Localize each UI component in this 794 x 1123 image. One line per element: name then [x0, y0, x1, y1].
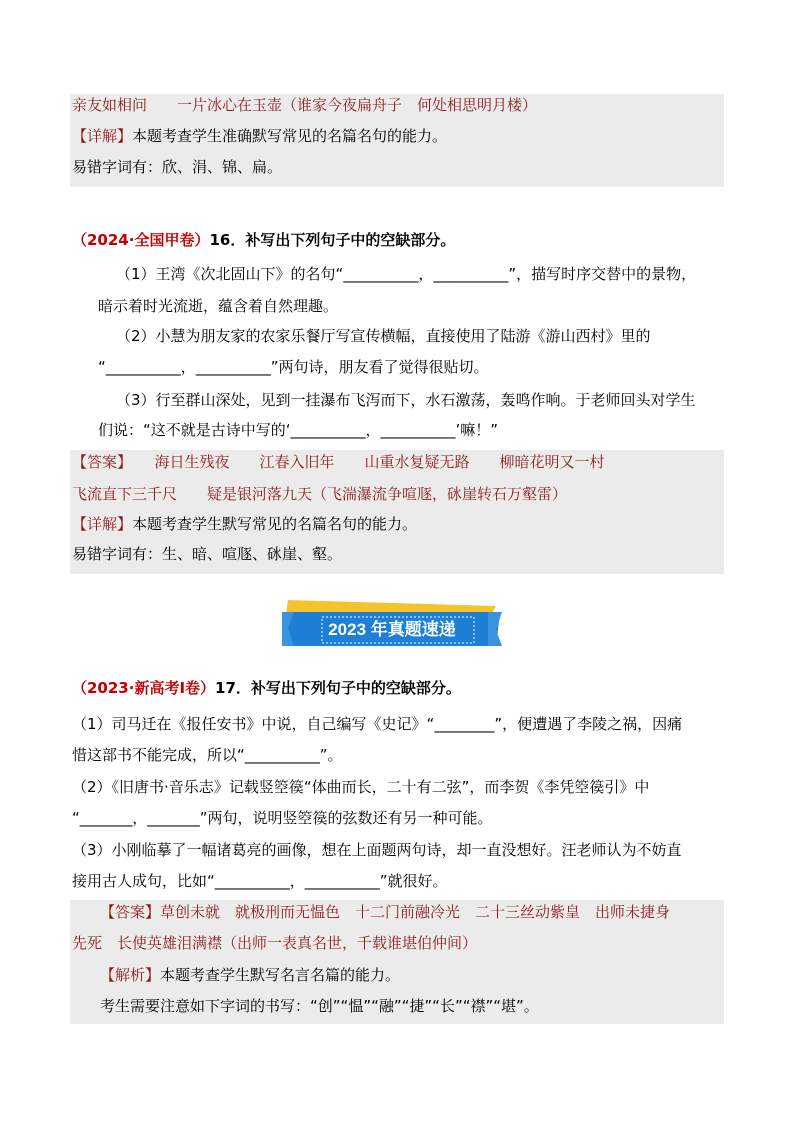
q17-part1-line1: （1）司马迁在《报任安书》中说，自己编写《史记》“________”，便遭遇了李陵之祸，因痛 — [72, 715, 683, 733]
question-source: （2024·全国甲卷） — [72, 231, 210, 249]
q17-analysis-line — [100, 965, 400, 985]
q16-part2-line1: （2）小慧为朋友家的农家乐餐厅写宣传横幅，直接使用了陆游《游山西村》里的 — [116, 327, 651, 345]
question-16-header — [72, 230, 455, 250]
q17-part1-line2: 惜这部书不能完成，所以“__________”。 — [72, 746, 343, 764]
q16-part1-line1: （1）王湾《次北固山下》的名句“__________，__________”，描写时序交替中的景物， — [116, 265, 697, 283]
analysis-tag: 【解析】 — [100, 966, 161, 984]
q16-answer-line2: 飞流直下三千尺 疑是银河落九天（飞湍瀑流争喧豗，砯崖转石万壑雷） — [72, 485, 568, 503]
q16-part1-line2: 暗示着时光流逝，蕴含着自然理趣。 — [98, 297, 339, 315]
analysis-text: 本题考查学生默写名言名篇的能力。 — [160, 966, 401, 984]
detail-text: 本题考查学生默写常见的名篇名句的能力。 — [132, 515, 418, 533]
banner-title: 2023 年真题速递 — [328, 620, 456, 639]
q17-part3-line1: （3）小刚临摹了一幅诸葛亮的画像，想在上面题两句诗，却一直没想好。汪老师认为不妨直 — [72, 841, 682, 859]
error-words: 易错字词有：欣、涓、锦、扁。 — [72, 158, 283, 176]
answer-text: 草创未就 就极刑而无愠色 十二门前融冷光 二十三丝动紫皇 出师未捷身 — [160, 903, 671, 921]
question-title: 17．补写出下列句子中的空缺部分。 — [215, 679, 461, 697]
q16-answer-line1 — [72, 452, 605, 472]
question-source: （2023·新高考Ⅰ卷） — [72, 679, 216, 697]
answer-tag: 【答案】 — [100, 903, 161, 921]
q17-part2-line1: （2）《旧唐书·音乐志》记载竖箜篌“体曲而长，二十有二弦”，而李贺《李凭箜篌引》中 — [72, 778, 650, 796]
section-banner — [282, 598, 502, 646]
q17-part3-line2: 接用古人成句，比如“__________，__________”就很好。 — [72, 872, 448, 890]
detail-tag: 【详解】 — [72, 515, 133, 533]
q17-answer-line2: 先死 长使英雄泪满襟（出师一表真名世，千载谁堪伯仲间） — [72, 934, 478, 952]
detail-tag: 【详解】 — [72, 127, 133, 145]
question-title: 16．补写出下列句子中的空缺部分。 — [209, 231, 456, 249]
detail-text: 本题考查学生准确默写常见的名篇名句的能力。 — [132, 127, 448, 145]
q16-part2-line2: “__________，__________”两句诗，朋友看了觉得很贴切。 — [98, 358, 489, 376]
answer-text: 海日生残夜 江春入旧年 山重水复疑无路 柳暗花明又一村 — [124, 453, 605, 471]
question-17-header — [72, 678, 461, 698]
q17-note: 考生需要注意如下字词的书写：“创”“愠”“融”“捷”“长”“襟”“堪”。 — [100, 997, 539, 1015]
q16-part3-line2: 们说：“这不就是古诗中写的‘__________，__________’嘛！” — [98, 421, 499, 439]
q16-error-words: 易错字词有：生、暗、喧豗、砯崖、壑。 — [72, 545, 343, 563]
answer-tag: 【答案】 — [72, 453, 125, 471]
q16-detail-line — [72, 514, 417, 534]
answer-continuation: 亲友如相问 一片冰心在玉壶（谁家今夜扁舟子 何处相思明月楼） — [72, 96, 538, 114]
detail-line — [72, 126, 447, 146]
q17-answer-line1 — [100, 902, 670, 922]
q16-part3-line1: （3）行至群山深处，见到一挂瀑布飞泻而下，水石激荡，轰鸣作响。于老师回头对学生 — [116, 391, 696, 409]
q17-part2-line2: “_______，_______”两句，说明竖箜篌的弦数还有另一种可能。 — [72, 809, 493, 827]
